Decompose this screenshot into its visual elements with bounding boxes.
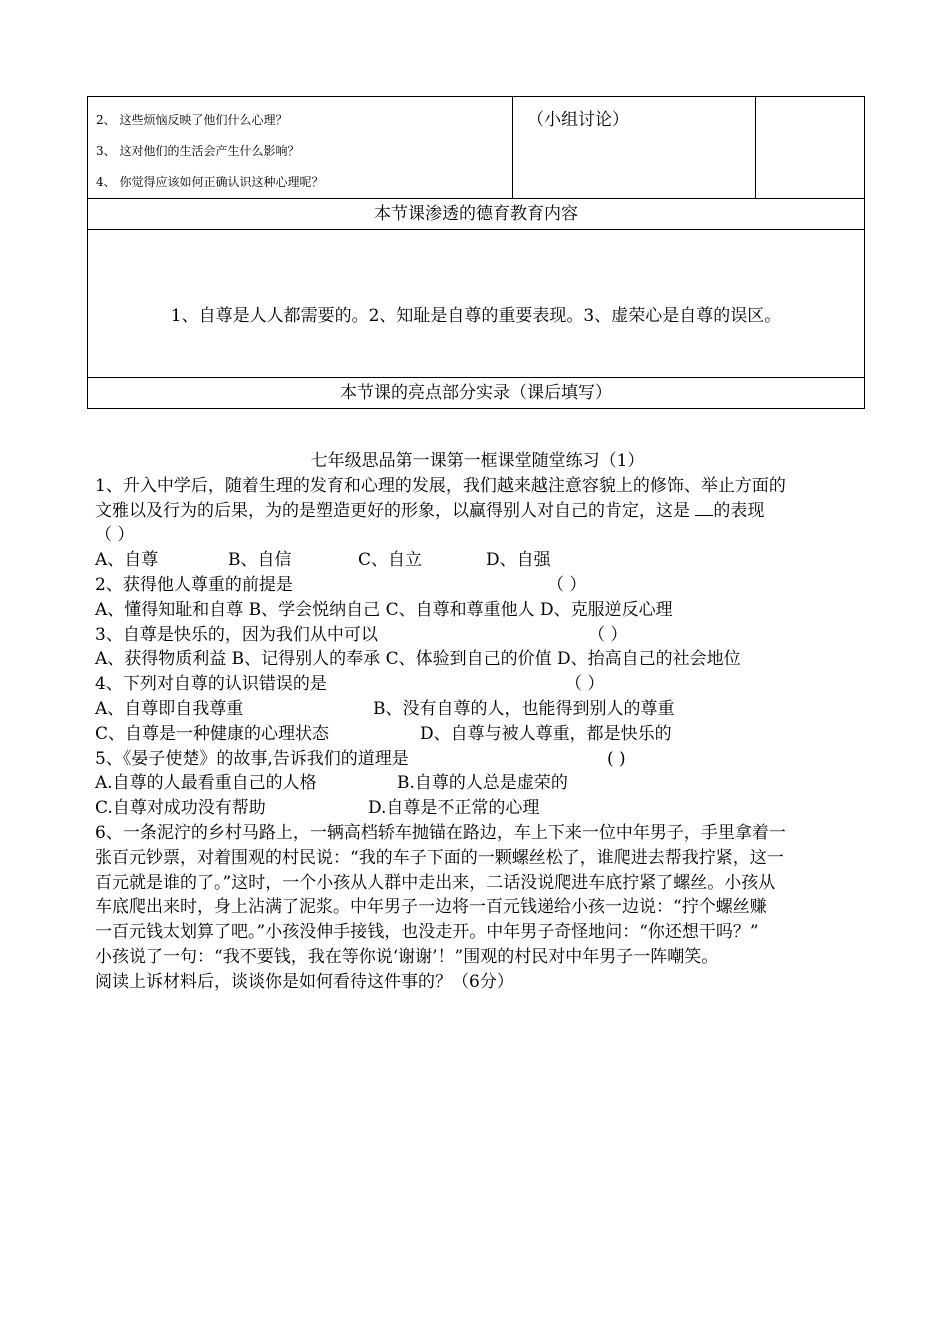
q5-bracket: ( ) <box>607 748 626 769</box>
q2-options: A、懂得知耻和自尊 B、学会悦纳自己 C、自尊和尊重他人 D、克服逆反心理 <box>95 599 673 620</box>
question-4: 4、 你觉得应该如何正确认识这种心理呢？ <box>96 175 324 189</box>
q4-options-cd <box>95 722 860 747</box>
highlight-record-header: 本节课的亮点部分实录（课后填写） <box>88 378 865 409</box>
q4-stem: 4、下列对自尊的认识错误的是 <box>95 674 327 695</box>
classroom-exercise <box>95 449 860 995</box>
question-2: 2、 这些烦恼反映了他们什么心理？ <box>96 113 288 127</box>
q5-option-c: C.自尊对成功没有帮助 <box>95 798 266 819</box>
q6-line-2: 张百元钞票，对着围观的村民说：“我的车子下面的一颗螺丝松了，谁爬进去帮我拧紧，这一 <box>95 847 784 868</box>
q1-line2 <box>95 499 860 524</box>
q1-option-c: C、自立 <box>358 550 423 571</box>
q1-line2-text: 文雅以及行为的后果，为的是塑造更好的形象，以赢得别人对自己的肯定，这是 <box>95 500 696 521</box>
empty-cell <box>756 97 865 199</box>
q3-options: A、获得物质利益 B、记得别人的奉承 C、体验到自己的价值 D、抬高自己的社会地位 <box>95 649 741 670</box>
q3-stem: 3、自尊是快乐的，因为我们从中可以 <box>95 624 378 645</box>
q1-option-d: D、自强 <box>486 550 551 571</box>
q4-stem-row <box>95 672 860 697</box>
q5-option-b: B.自尊的人总是虚荣的 <box>397 773 568 794</box>
q1-line1: 1、升入中学后，随着生理的发育和心理的发展，我们越来越注意容貌上的修饰、举止方面的 <box>95 475 786 496</box>
question-3: 3、 这对他们的生活会产生什么影响？ <box>96 144 300 158</box>
q2-bracket: （ ） <box>547 574 587 595</box>
q1-answer-blank[interactable] <box>695 499 713 516</box>
q6-line-1: 6、一条泥泞的乡村马路上，一辆高档轿车抛锚在路边，车上下来一位中年男子，手里拿着一 <box>95 822 786 843</box>
q5-options-ab <box>95 771 860 796</box>
q1-options <box>95 548 860 573</box>
moral-education-content: 1、自尊是人人都需要的。2、知耻是自尊的重要表现。3、虚荣心是自尊的误区。 <box>88 230 865 378</box>
q5-stem: 5、《晏子使楚》的故事,告诉我们的道理是 <box>95 748 409 769</box>
q5-stem-row <box>95 747 860 772</box>
q5-options-cd <box>95 796 860 821</box>
q6-line-4: 车底爬出来时，身上沾满了泥浆。中年男子一边将一百元钱递给小孩一边说：“拧个螺丝赚 <box>95 897 767 918</box>
group-discussion-cell <box>513 97 756 199</box>
exercise-title: 七年级思品第一课第一框课堂随堂练习（1） <box>310 451 645 471</box>
q3-stem-row <box>95 623 860 648</box>
q5-option-d: D.自尊是不正常的心理 <box>368 798 540 819</box>
q6-line-5: 一百元钱太划算了吧。”小孩没伸手接钱，也没走开。中年男子奇怪地问：“你还想干吗？” <box>95 922 759 943</box>
q1-line2-tail: 的表现 <box>713 500 765 521</box>
moral-education-header: 本节课渗透的德育教育内容 <box>88 199 865 230</box>
q6-line-7: 阅读上诉材料后，谈谈你是如何看待这件事的？（6分） <box>95 971 514 992</box>
discussion-questions-cell <box>88 97 513 199</box>
q3-bracket: （ ） <box>588 624 628 645</box>
group-discussion-note: （小组讨论） <box>527 110 629 130</box>
q5-option-a: A.自尊的人最看重自己的人格 <box>95 773 317 794</box>
q6-line-3: 百元就是谁的了。”这时，一个小孩从人群中走出来，二话没说爬进车底拧紧了螺丝。小孩从 <box>95 872 776 893</box>
q4-option-a: A、自尊即自我尊重 <box>95 698 244 719</box>
q2-stem: 2、获得他人尊重的前提是 <box>95 574 293 595</box>
q4-option-d: D、自尊与被人尊重，都是快乐的 <box>420 723 672 744</box>
q4-bracket: （ ） <box>565 674 605 695</box>
q1-bracket: （ ） <box>95 525 135 546</box>
q4-option-c: C、自尊是一种健康的心理状态 <box>95 723 330 744</box>
q1-option-a: A、自尊 <box>95 550 159 571</box>
q2-stem-row <box>95 573 860 598</box>
q4-option-b: B、没有自尊的人，也能得到别人的尊重 <box>373 698 675 719</box>
q1-option-b: B、自信 <box>228 550 292 571</box>
q6-line-6: 小孩说了一句：“我不要钱，我在等你说‘谢谢’！”围观的村民对中年男子一阵嘲笑。 <box>95 946 719 967</box>
q4-options-ab <box>95 697 860 722</box>
lesson-plan-table <box>87 96 865 409</box>
